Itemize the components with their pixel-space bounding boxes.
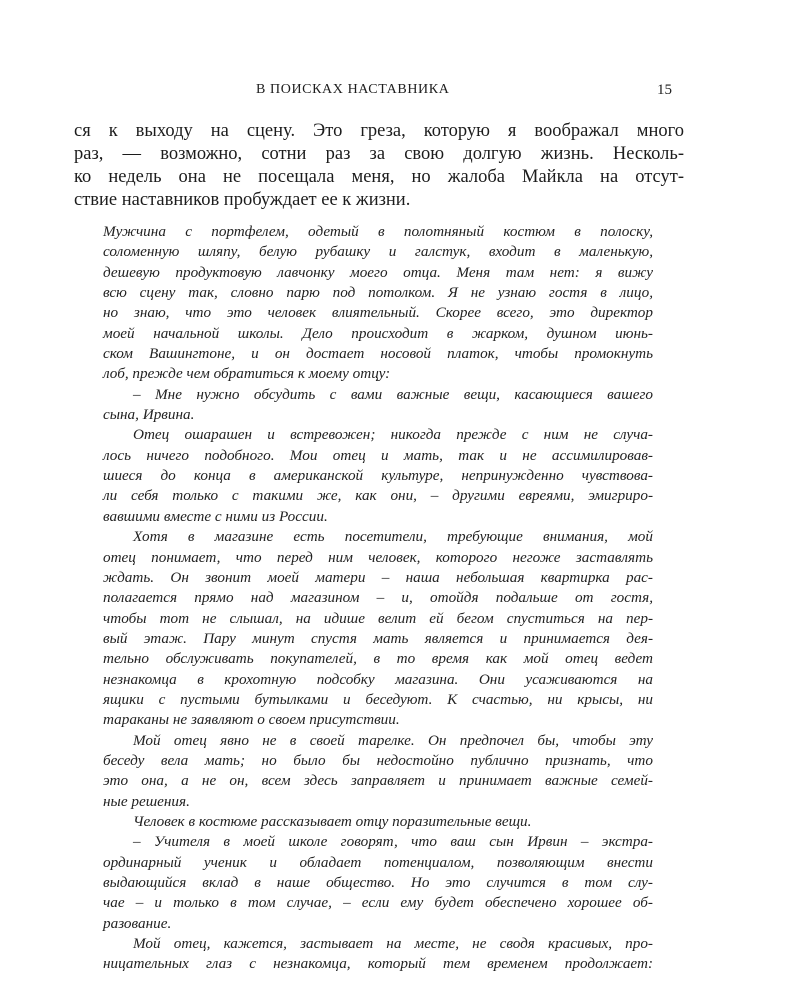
passage-line: лось ничего подобного. Мои отец и мать, так и не ассимилировав- [103, 446, 653, 464]
body-line: ко недель она не посещала меня, но жалоба Майкла на отсут- [74, 167, 684, 187]
passage-line: – Учителя в моей школе говорят, что ваш сын Ирвин – экстра- [133, 833, 653, 851]
running-title: В ПОИСКАХ НАСТАВНИКА [256, 82, 450, 97]
passage-line: моей начальной школы. Дело происходит в жарком, душном июнь- [103, 324, 653, 342]
passage-line: чтобы тот не слышал, на идише велит ей бегом спуститься на пер- [103, 609, 653, 627]
passage-line: ском Вашингтоне, и он достает носовой платок, чтобы промокнуть [103, 345, 653, 363]
passage-line: ные решения. [103, 792, 190, 810]
passage-line: Отец ошарашен и встревожен; никогда прежде с ним не случа- [133, 426, 653, 444]
passage-line: отец понимает, что перед ним человек, которого негоже заставлять [103, 548, 653, 566]
body-line: ствие наставников пробуждает ее к жизни. [74, 190, 411, 210]
passage-line: тараканы не заявляют о своем присутствии. [103, 711, 400, 729]
body-paragraph [74, 120, 684, 212]
passage-line: всю сцену так, словно парю под потолком. Я не узнаю гостя в лицо, [103, 284, 653, 302]
passage-line: это она, а не он, всем здесь заправляет и принимает важные семей- [103, 772, 653, 790]
passage-line: чае – и только в том случае, – если ему будет обеспечено хорошее об- [103, 894, 653, 912]
passage-line: полагается прямо над магазином – и, отойдя подальше от гостя, [103, 589, 653, 607]
passage-line: дешевую продуктовую лавчонку моего отца. Меня там нет: я вижу [103, 263, 653, 281]
passage-line: ждать. Он звонит моей матери – наша небольшая квартирка рас- [103, 568, 653, 586]
passage-line: Мужчина с портфелем, одетый в полотняный костюм в полоску, [103, 223, 653, 240]
passage-line: соломенную шляпу, белую рубашку и галстук, входит в маленькую, [103, 243, 653, 261]
passage-line: выдающийся вклад в наше общество. Но это случится в том слу- [103, 874, 653, 891]
passage-line: Хотя в магазине есть посетители, требующие внимания, мой [133, 528, 653, 546]
passage-line: незнакомца в крохотную подсобку магазина. Они усаживаются на [103, 670, 653, 688]
body-line: раз, — возможно, сотни раз за свою долгую жизнь. Несколь- [74, 144, 684, 164]
passage-line: вавшими вместе с ними из России. [103, 507, 328, 525]
body-line: ся к выходу на сцену. Это греза, которую я воображал много [74, 121, 684, 141]
passage-line: тельно обслуживать покупателей, в то время как мой отец ведет [103, 650, 653, 668]
page-number: 15 [657, 82, 672, 98]
passage-line: но знаю, что это человек влиятельный. Скорее всего, это директор [103, 304, 653, 322]
passage-line: ординарный ученик и обладает потенциалом, позволяющим внести [103, 853, 653, 871]
passage-line: сына, Ирвина. [103, 406, 195, 424]
passage-line: Мой отец явно не в своей тарелке. Он предпочел бы, чтобы эту [133, 731, 653, 749]
passage-line: ли себя только с такими же, как они, – другими евреями, эмигриро- [103, 487, 653, 505]
passage-line: беседу вела мать; но было бы недостойно публично признать, что [103, 751, 653, 769]
running-header [0, 82, 800, 102]
passage-line: – Мне нужно обсудить с вами важные вещи, касающиеся вашего [133, 385, 653, 403]
passage-line: шиеся до конца в американской культуре, непринужденно чувствова- [103, 467, 653, 485]
italic-dream-passage [103, 222, 653, 975]
passage-line: ящики с пустыми бутылками и беседуют. К счастью, ни крысы, ни [103, 690, 653, 708]
passage-line: Человек в костюме рассказывает отцу поразительные вещи. [133, 812, 532, 830]
passage-line: ницательных глаз с незнакомца, который тем временем продолжает: [103, 955, 653, 973]
passage-line: лоб, прежде чем обратиться к моему отцу: [103, 365, 391, 383]
passage-line: Мой отец, кажется, застывает на месте, не сводя красивых, про- [133, 935, 653, 953]
passage-line: вый этаж. Пару минут спустя мать является и принимается дея- [103, 629, 653, 647]
passage-line: разование. [103, 914, 172, 932]
